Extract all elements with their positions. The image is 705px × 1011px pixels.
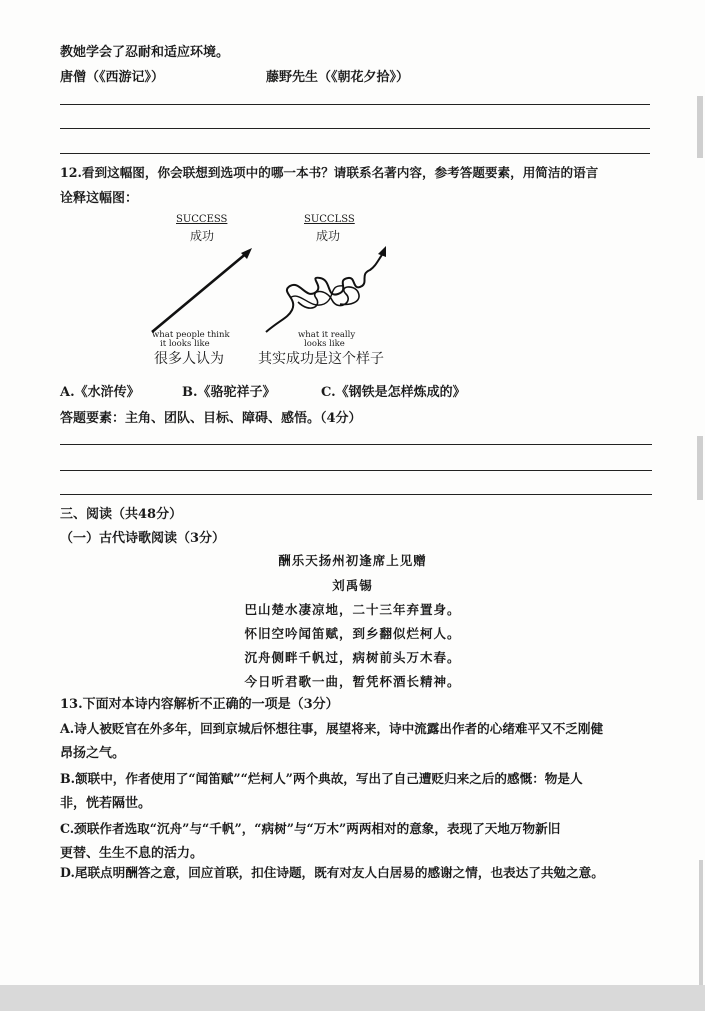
answer-line bbox=[60, 153, 650, 154]
text-line: 教她学会了忍耐和适应环境。 bbox=[60, 45, 230, 60]
figure-title-right-en: SUCCLSS bbox=[304, 214, 355, 225]
scanner-bottom-band bbox=[0, 985, 705, 1011]
figure-caption-left-en-2: it looks like bbox=[160, 339, 210, 349]
subsection-heading: （一）古代诗歌阅读（3分） bbox=[60, 531, 226, 546]
poem-line: 沉舟侧畔千帆过，病树前头万木春。 bbox=[244, 650, 461, 665]
figure-caption-right-cn: 其实成功是这个样子 bbox=[258, 351, 384, 367]
choice-a-cont: 昂扬之气。 bbox=[60, 746, 126, 761]
figure-caption-left-cn: 很多人认为 bbox=[154, 351, 224, 367]
choice-a: A.诗人被贬官在外多年，回到京城后怀想往事，展望将来，诗中流露出作者的心绪难平又不乏刚健 bbox=[60, 721, 604, 736]
poem-author: 刘禹锡 bbox=[332, 578, 373, 593]
poem-line: 怀旧空吟闻笛赋，到乡翻似烂柯人。 bbox=[244, 626, 461, 641]
choice-d: D.尾联点明酬答之意，回应首联，扣住诗题，既有对友人白居易的感谢之情，也表达了共勉之意。 bbox=[60, 865, 604, 880]
figure-title-right-cn: 成功 bbox=[316, 229, 341, 243]
figure-title-left-cn: 成功 bbox=[190, 229, 215, 243]
answer-line bbox=[60, 470, 652, 471]
success-figure bbox=[140, 212, 440, 372]
poem-line: 巴山楚水凄凉地，二十三年弃置身。 bbox=[244, 602, 461, 617]
poem-title: 酬乐天扬州初逢席上见赠 bbox=[278, 553, 427, 568]
question-12-stem-cont: 诠释这幅图： bbox=[60, 191, 139, 206]
choice-c: C.颈联作者选取“沉舟”与“千帆”，“病树”与“万木”两两相对的意象，表现了天地万物新旧 bbox=[60, 821, 561, 836]
page-edge-shadow bbox=[699, 860, 703, 985]
figure-caption-right-en-2: looks like bbox=[304, 339, 345, 349]
answer-line bbox=[60, 104, 650, 105]
poem-line: 今日听君歌一曲，暂凭杯酒长精神。 bbox=[244, 674, 461, 689]
answer-line bbox=[60, 444, 652, 445]
choice-b-cont: 非，恍若隔世。 bbox=[60, 796, 152, 811]
choice-c-cont: 更替、生生不息的活力。 bbox=[60, 846, 204, 861]
figure-title-left-en: SUCCESS bbox=[176, 214, 228, 225]
question-12-stem: 12.看到这幅图，你会联想到选项中的哪一本书？请联系名著内容，参考答题要素，用简洁的语言 bbox=[60, 165, 599, 180]
choice-b: B.颔联中，作者使用了“闻笛赋”“烂柯人”两个典故，写出了自己遭贬归来之后的感慨：物是人 bbox=[60, 771, 583, 786]
option-b: B.《骆驼祥子》 bbox=[182, 385, 276, 400]
figure-caption-left-en: what people think bbox=[152, 330, 230, 340]
question-13-stem: 13.下面对本诗内容解析不正确的一项是（3分） bbox=[60, 697, 339, 712]
answer-label-tang: 唐僧（《西游记》） bbox=[60, 70, 165, 85]
option-a: A.《水浒传》 bbox=[60, 385, 140, 400]
answer-elements: 答题要素：主角、团队、目标、障碍、感悟。（4分） bbox=[60, 411, 362, 426]
figure-caption-right-en: what it really bbox=[298, 330, 356, 340]
section-heading: 三、阅读（共48分） bbox=[60, 507, 183, 522]
answer-label-fujino: 藤野先生（《朝花夕拾》） bbox=[266, 70, 410, 85]
page-edge-shadow bbox=[697, 436, 703, 500]
page-edge-shadow bbox=[697, 96, 703, 158]
answer-line bbox=[60, 128, 650, 129]
answer-line bbox=[60, 494, 652, 495]
option-c: C.《钢铁是怎样炼成的》 bbox=[321, 385, 466, 400]
